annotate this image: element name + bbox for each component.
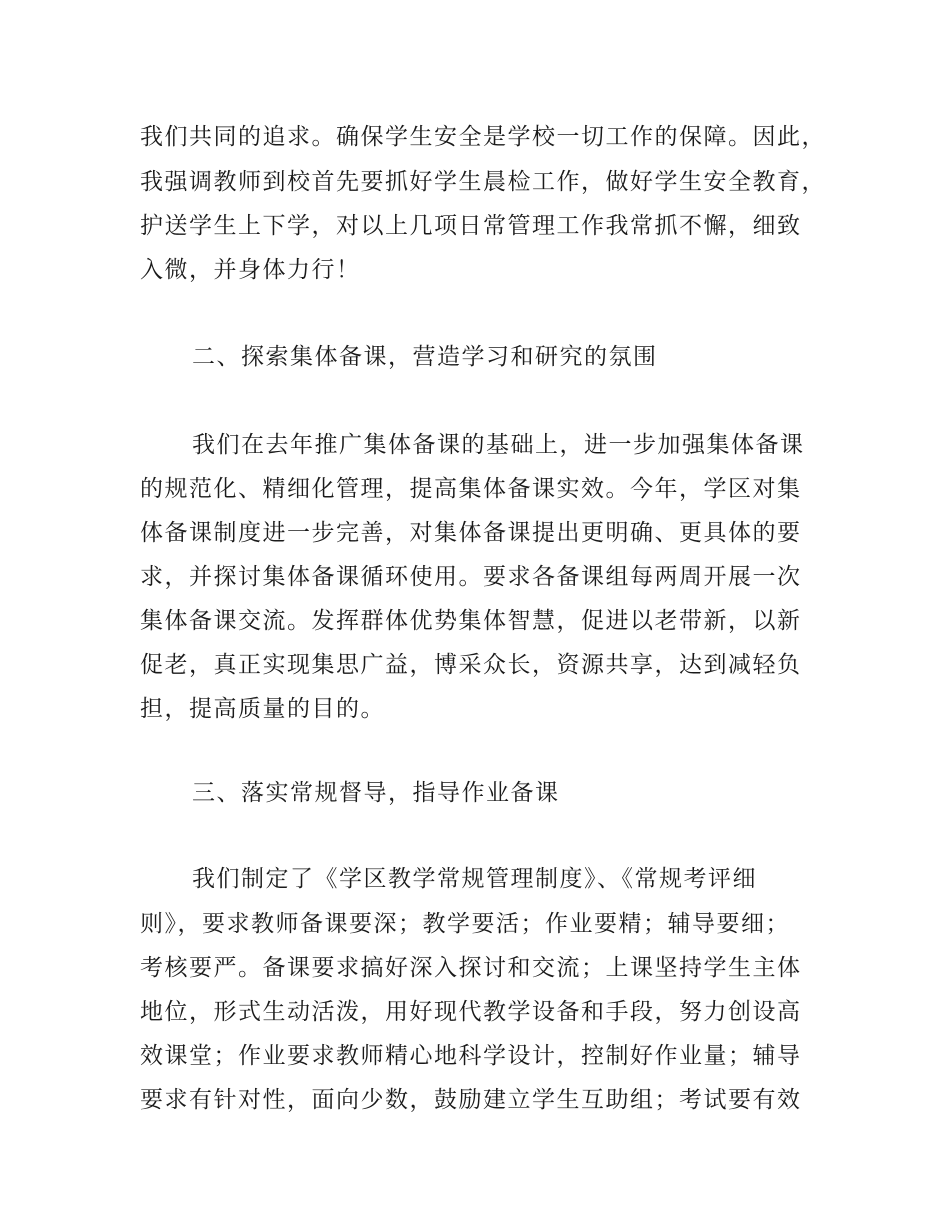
paragraph-line: 地位，形式生动活泼，用好现代教学设备和手段，努力创设高 [140,999,802,1025]
paragraph-line: 的规范化、精细化管理，提高集体备课实效。今年，学区对集 [140,476,802,502]
paragraph-line: 我强调教师到校首先要抓好学生晨检工作，做好学生安全教育， [140,169,826,195]
paragraph-line: 担，提高质量的目的。 [140,696,385,722]
paragraph-line: 促老，真正实现集思广益，博采众长，资源共享，达到减轻负 [140,652,802,678]
paragraph-line: 求，并探讨集体备课循环使用。要求各备课组每两周开展一次 [140,564,802,590]
paragraph-line: 考核要严。备课要求搞好深入探讨和交流；上课坚持学生主体 [140,955,802,981]
paragraph-line: 护送学生上下学，对以上几项日常管理工作我常抓不懈，细致 [140,213,802,239]
paragraph-line: 我们共同的追求。确保学生安全是学校一切工作的保障。因此， [140,124,826,150]
paragraph-line: 要求有针对性，面向少数，鼓励建立学生互助组；考试要有效 [140,1087,802,1113]
paragraph-line: 我们在去年推广集体备课的基础上，进一步加强集体备课 [192,432,805,458]
paragraph-line: 则》，要求教师备课要深；教学要活；作业要精；辅导要细； [140,911,790,937]
paragraph-line: 我们制定了《学区教学常规管理制度》、《常规考评细 [192,866,757,892]
paragraph-line: 集体备课交流。发挥群体优势集体智慧，促进以老带新，以新 [140,608,802,634]
paragraph-line: 入微，并身体力行！ [140,257,361,283]
paragraph-line: 效课堂；作业要求教师精心地科学设计，控制好作业量；辅导 [140,1043,802,1069]
paragraph-line: 体备课制度进一步完善，对集体备课提出更明确、更具体的要 [140,520,802,546]
section-heading: 二、探索集体备课，营造学习和研究的氛围 [192,344,658,370]
section-heading: 三、落实常规督导，指导作业备课 [192,780,560,806]
